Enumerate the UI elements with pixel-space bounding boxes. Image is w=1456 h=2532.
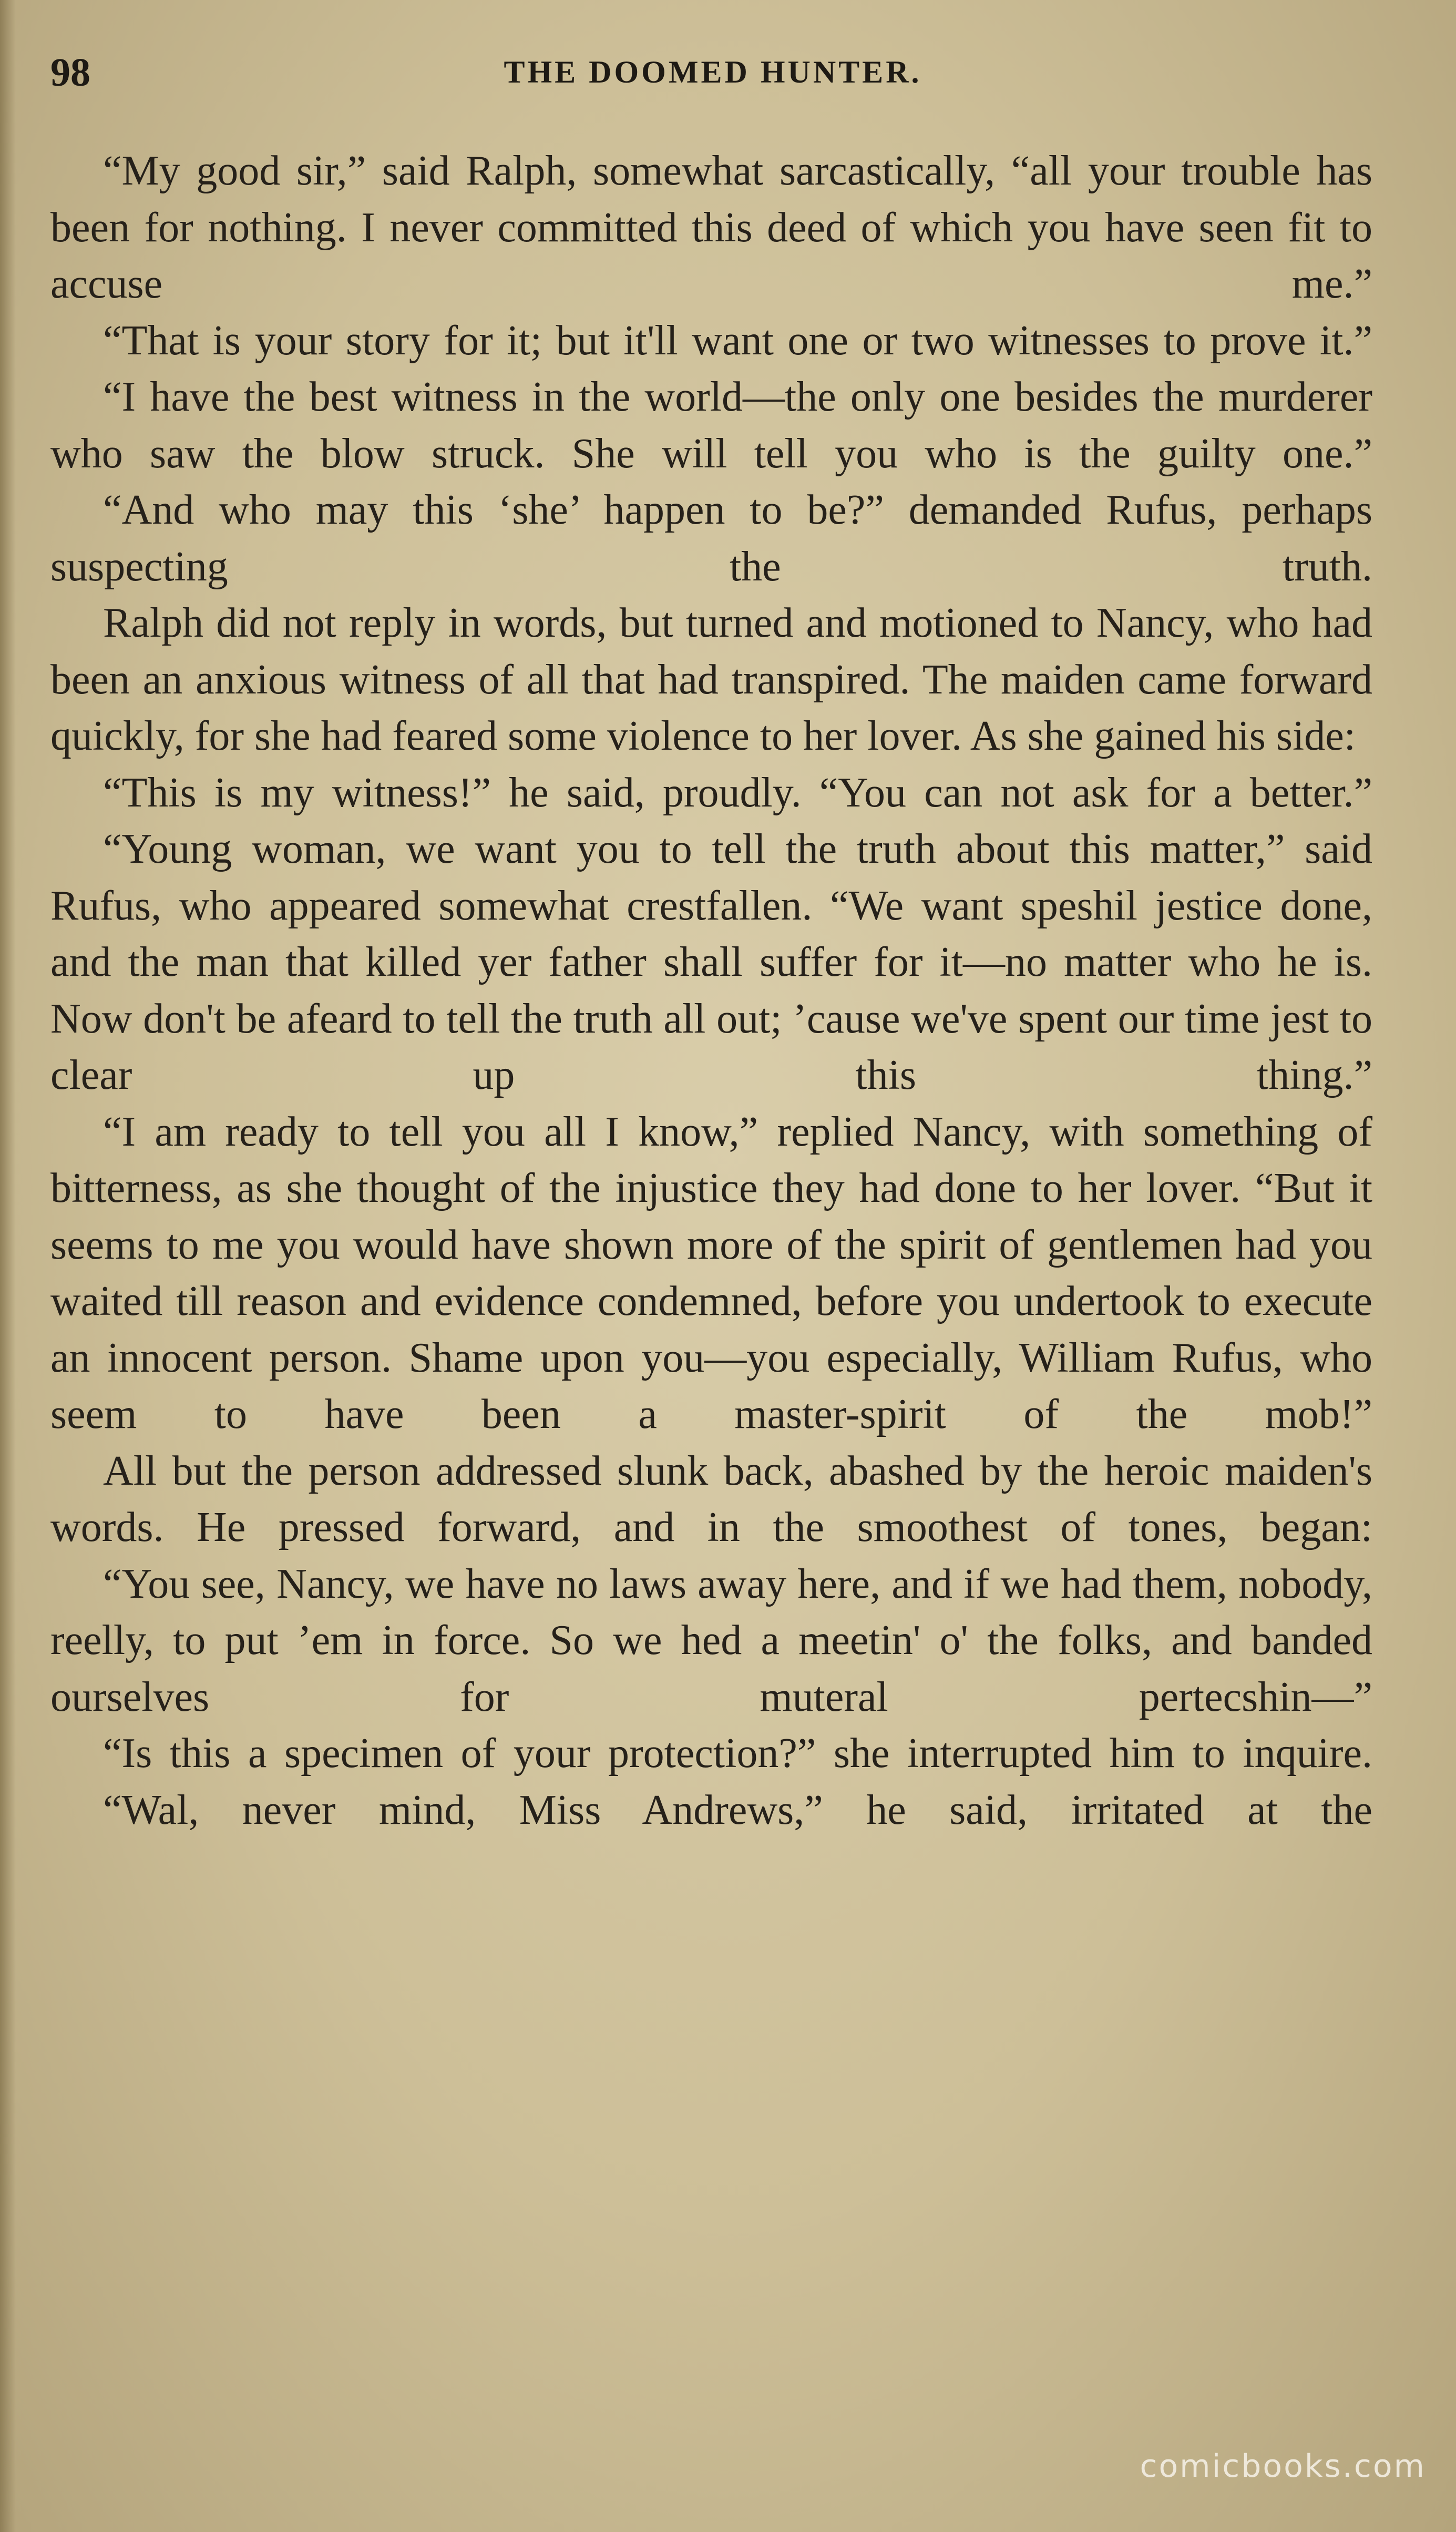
body-text	[50, 143, 1372, 1839]
watermark: comicbooks.com	[1140, 2448, 1426, 2485]
paragraph: “I have the best witness in the world—the only one besides the murderer who saw the blow struck. She will tell you who is the guilty one.”	[50, 374, 1372, 477]
paragraph: “Is this a specimen of your protection?” she interrupted him to inquire.	[103, 1730, 1372, 1777]
paragraph: “My good sir,” said Ralph, somewhat sarcastically, “all your trouble has been for nothing. I never committed this deed of which you have seen fit to accuse me.”	[50, 148, 1372, 307]
paragraph: “And who may this ‘she’ happen to be?” demanded Rufus, perhaps suspecting the truth.	[50, 487, 1372, 590]
paragraph: “This is my witness!” he said, proudly. “You can not ask for a better.”	[103, 769, 1372, 816]
paragraph: All but the person addressed slunk back, abashed by the heroic maiden's words. He pressed forward, and in the smoothest of tones, began:	[50, 1447, 1372, 1550]
page-number: 98	[50, 50, 90, 95]
paragraph: “Wal, never mind, Miss Andrews,” he said, irritated at the	[103, 1786, 1372, 1833]
paragraph: “That is your story for it; but it'll want one or two witnesses to prove it.”	[103, 317, 1372, 364]
running-head	[50, 50, 1375, 95]
paragraph: “You see, Nancy, we have no laws away here, and if we had them, nobody, reelly, to put ’em in force. So we hed a meetin' o' the folks, and banded ourselves for muteral pertecshin—”	[50, 1560, 1372, 1720]
page-edge-shadow	[0, 0, 16, 2532]
paragraph: Ralph did not reply in words, but turned and motioned to Nancy, who had been an anxious witness of all that had transpired. The maiden came forward quickly, for she had feared some violence to her lover. As she gained his side:	[50, 600, 1372, 759]
paragraph: “I am ready to tell you all I know,” replied Nancy, with something of bitterness, as she thought of the injustice they had done to her lover. “But it seems to me you would have shown more of the spirit of gentlemen had you waited till reason and evidence condemned, before you undertook to execute an innocent person. Shame upon you—you especially, William Rufus, who seem to have been a master-spirit of the mob!”	[50, 1108, 1372, 1437]
book-title: THE DOOMED HUNTER.	[504, 55, 922, 89]
paragraph: “Young woman, we want you to tell the truth about this matter,” said Rufus, who appeared somewhat crestfallen. “We want speshil jestice done, and the man that killed yer father shall suffer for it—no matter who he is. Now don't be afeard to tell the truth all out; ’cause we've spent our time jest to clear up this thing.”	[50, 826, 1372, 1098]
